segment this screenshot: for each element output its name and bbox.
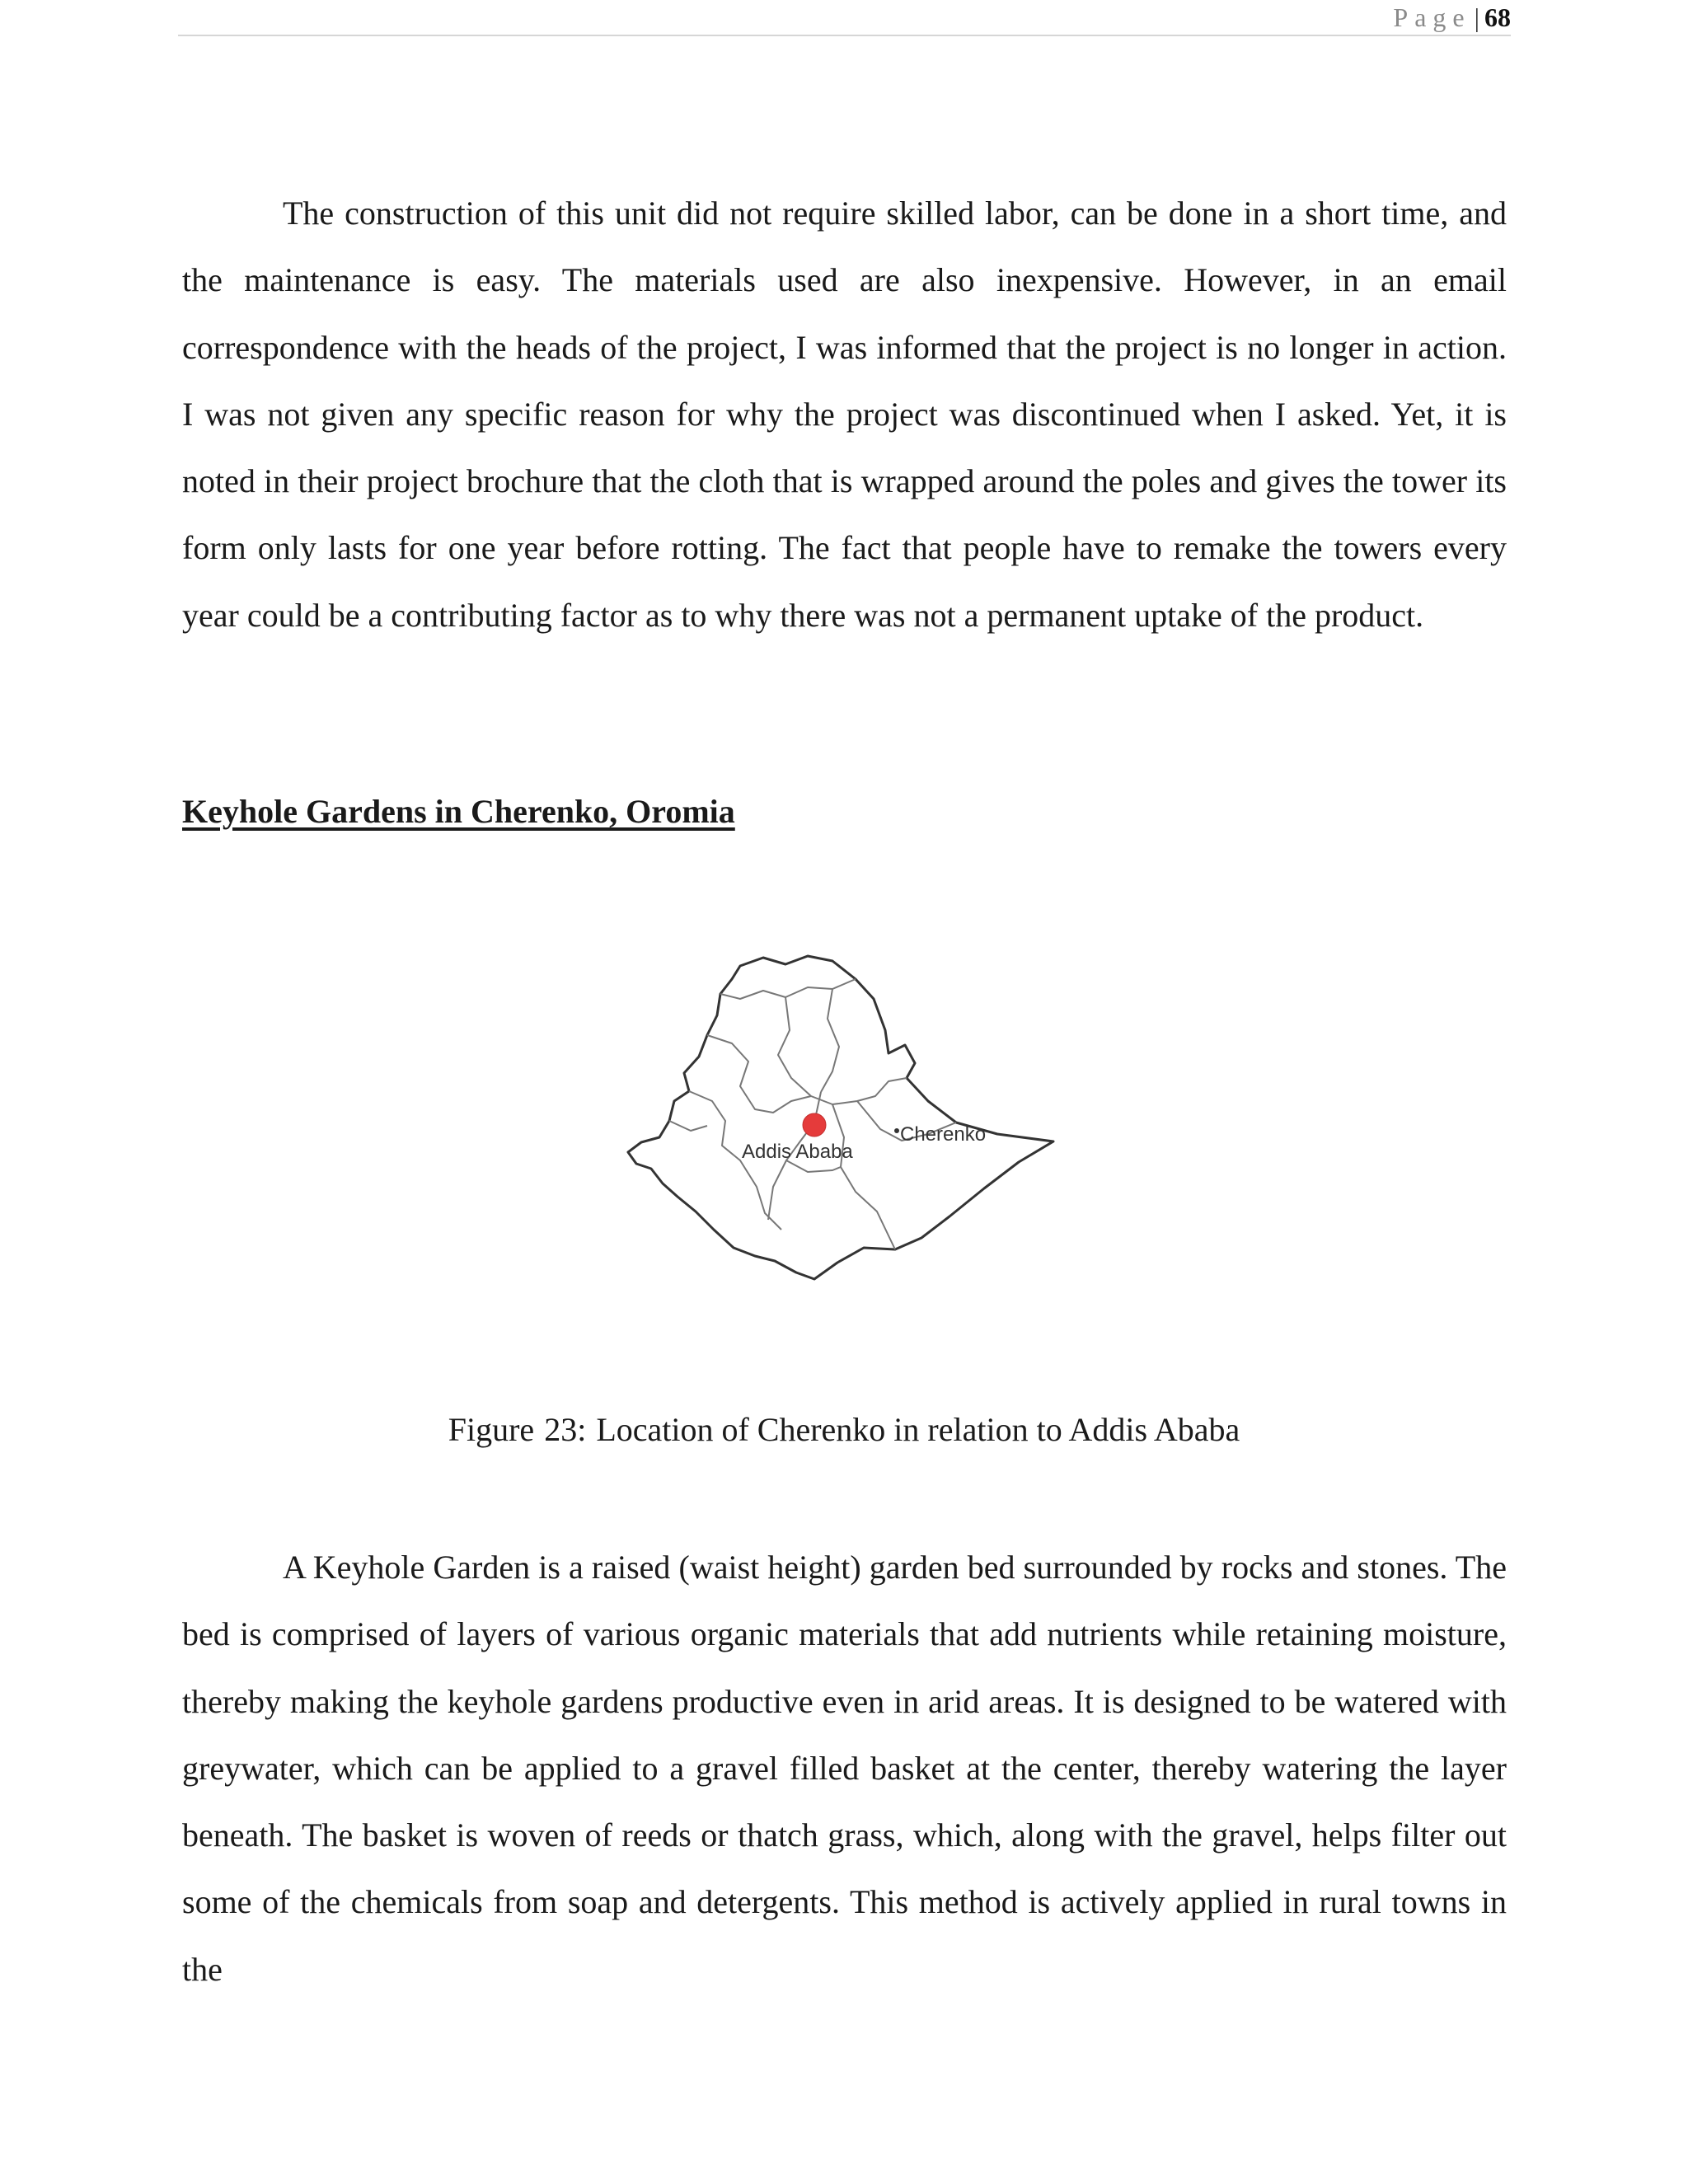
addis-ababa-label: Addis Ababa	[742, 1141, 853, 1163]
section-heading: Keyhole Gardens in Cherenko, Oromia	[182, 793, 735, 830]
page-number-value: 68	[1484, 2, 1511, 32]
country-outline	[628, 956, 1053, 1279]
page-header	[178, 0, 1511, 36]
body-paragraph: A Keyhole Garden is a raised (waist height) garden bed surrounded by rocks and stones. The bed is comprised of layers of various organic materials that add nutrients while retaining moisture, thereby making the keyhole gardens productive even in arid areas. It is designed to be watered with greywater, which can be applied to a gravel filled basket at the center, thereby watering the layer beneath. The basket is woven of reeds or thatch grass, which, along with the gravel, helps filter out some of the chemicals from soap and detergents. This method is actively applied in rural towns in the	[182, 1549, 1507, 1988]
body-paragraph: The construction of this unit did not require skilled labor, can be done in a short time, and the maintenance is easy. The materials used are also inexpensive. However, in an email correspondence with the heads of the project, I was informed that the project is no longer in action. I was not given any specific reason for why the project was discontinued when I asked. Yet, it is noted in their project brochure that the cloth that is wrapped around the poles and gives the tower its form only lasts for one year before rotting. The fact that people have to remake the towers every year could be a contributing factor as to why there was not a permanent uptake of the product.	[182, 194, 1507, 634]
ethiopia-map	[617, 940, 1078, 1302]
caption-text: Location of Cherenko in relation to Addis Ababa	[596, 1411, 1240, 1448]
page-label: Page	[1393, 2, 1471, 32]
figure-caption	[0, 1409, 1688, 1451]
page-number	[1393, 2, 1511, 33]
caption-number: 23:	[544, 1411, 587, 1448]
cherenko-marker	[894, 1128, 899, 1133]
ethiopia-map-figure	[617, 940, 1078, 1302]
page-separator: |	[1474, 2, 1479, 32]
addis-ababa-marker	[803, 1113, 826, 1137]
caption-prefix: Figure	[448, 1411, 535, 1448]
cherenko-label: Cherenko	[900, 1123, 987, 1146]
